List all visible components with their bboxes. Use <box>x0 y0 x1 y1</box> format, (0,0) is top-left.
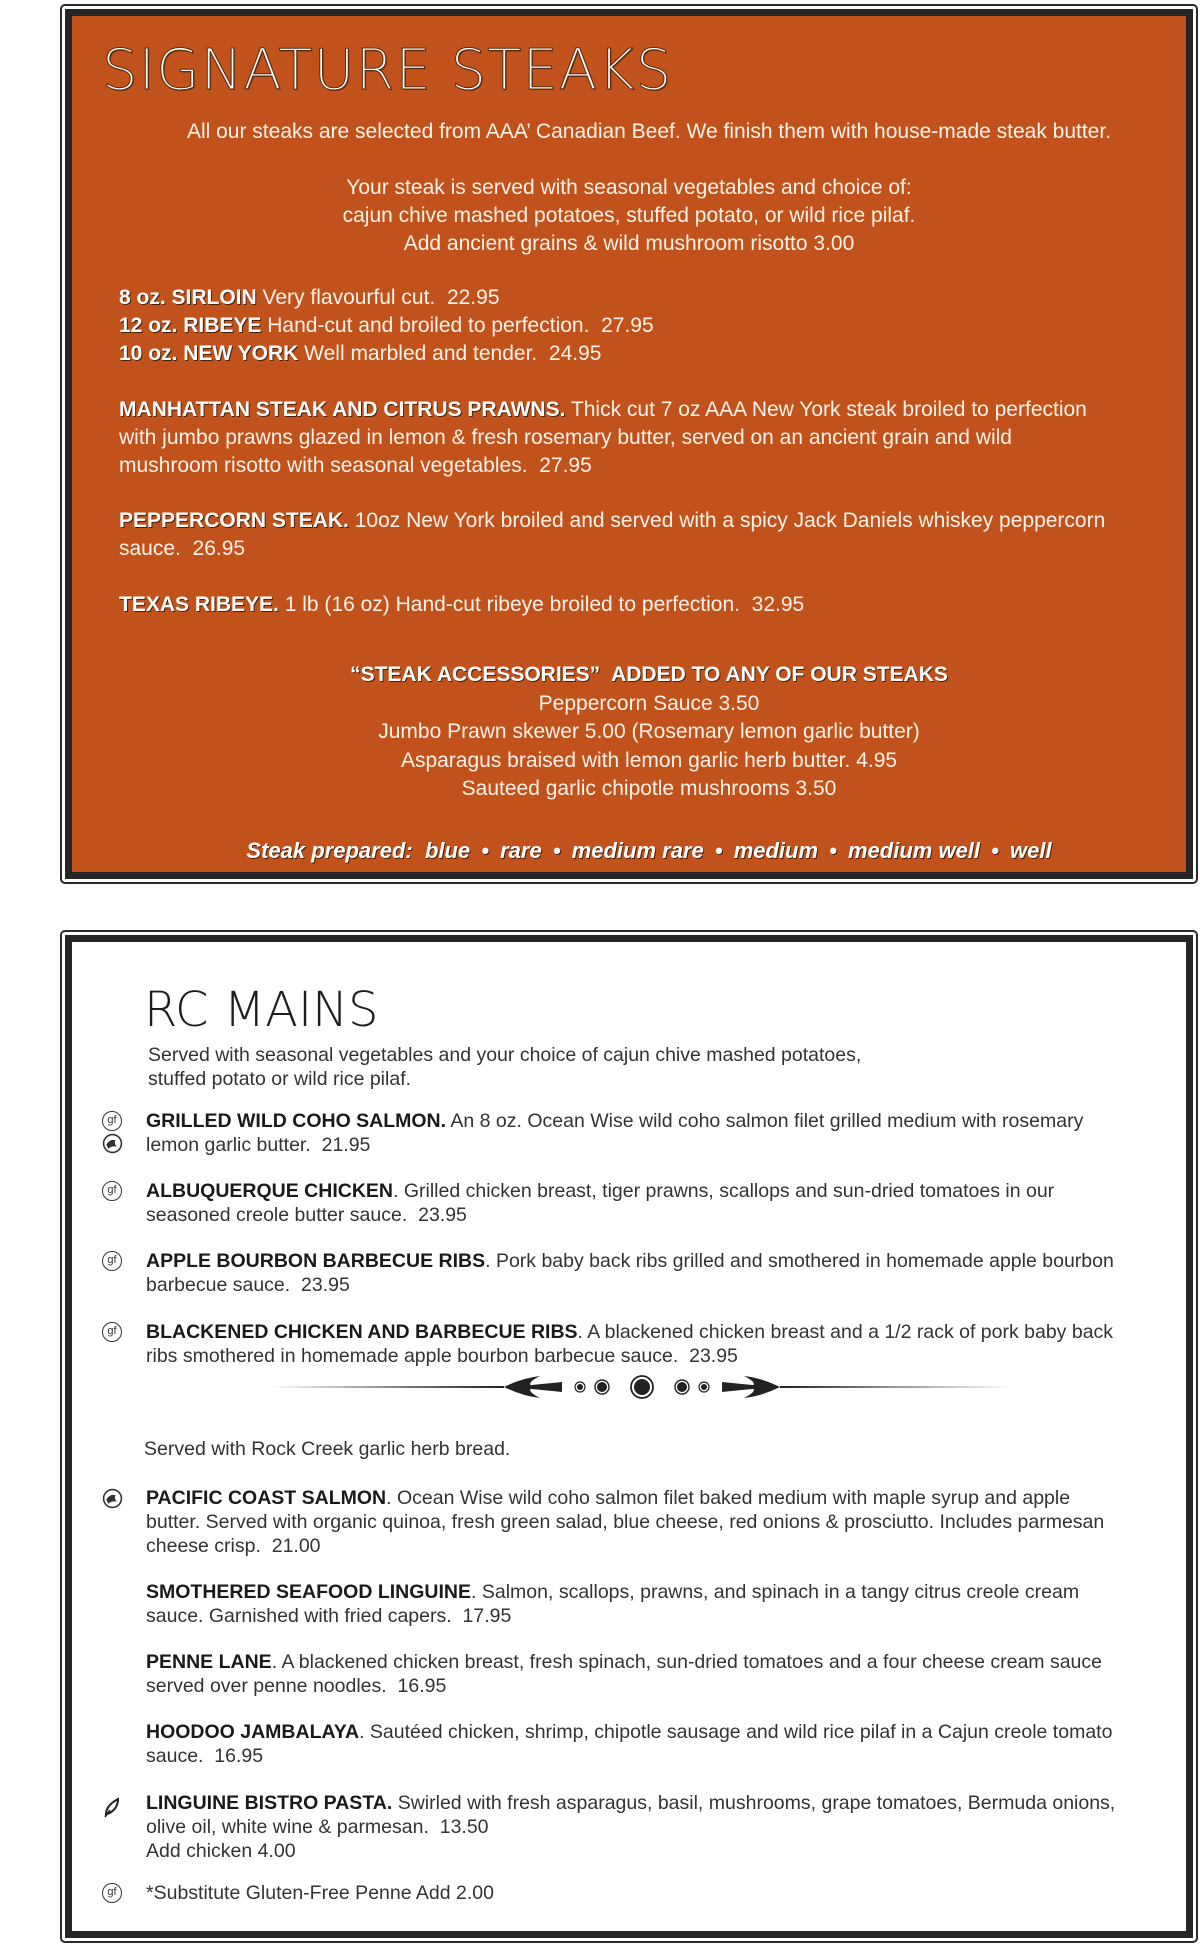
accessory-item: Peppercorn Sauce 3.50 <box>538 691 760 715</box>
menu-item-pacific-coast-salmon <box>146 1486 1126 1558</box>
item-price: 21.00 <box>271 1535 321 1557</box>
bullet-separator: • <box>481 838 489 863</box>
signature-steaks-inner <box>65 9 1193 879</box>
steak-accessories <box>72 661 1186 804</box>
item-price: 24.95 <box>548 342 602 365</box>
item-name: GRILLED WILD COHO SALMON. <box>146 1110 447 1132</box>
dietary-icons <box>102 1111 123 1154</box>
dietary-icons <box>102 1883 122 1903</box>
item-description: . Sautéed chicken, shrimp, chipotle sausage and wild rice pilaf in a Cajun creole tomato sauce. <box>146 1721 1113 1767</box>
item-price: 23.95 <box>301 1274 350 1296</box>
item-addon: Add chicken 4.00 <box>146 1840 296 1862</box>
doneness-option: medium <box>733 838 819 863</box>
dietary-icons <box>102 1796 122 1818</box>
item-price: 32.95 <box>751 593 805 616</box>
menu-item-new-york <box>119 340 654 368</box>
accessory-item: Asparagus braised with lemon garlic herb butter. 4.95 <box>400 748 898 772</box>
menu-item-grilled-coho-salmon <box>146 1109 1126 1157</box>
accessories-heading-quoted: “STEAK ACCESSORIES” <box>350 663 601 686</box>
item-description: 10oz New York broiled and served with a spicy Jack Daniels whiskey peppercorn sauce. <box>119 509 1106 560</box>
item-price: 23.95 <box>689 1345 738 1367</box>
item-name: HOODOO JAMBALAYA <box>146 1721 360 1743</box>
item-description: . A blackened chicken breast and a 1/2 rack of pork baby back ribs smothered in homemade apple bourbon barbecue sauce. <box>146 1321 1114 1367</box>
item-description: Thick cut 7 oz AAA New York steak broiled to perfection with jumbo prawns glazed in lemon & fresh rosemary butter, served on an ancient grain and wild mushroom risotto with seasonal vegetables. <box>119 398 1087 477</box>
item-price: 16.95 <box>214 1745 264 1767</box>
item-description: . Grilled chicken breast, tiger prawns, scallops and sun-dried tomatoes in our seasoned creole butter sauce. <box>146 1180 1055 1226</box>
intro-line: Served with seasonal vegetables and your choice of cajun chive mashed potatoes, <box>148 1044 862 1066</box>
item-name: SMOTHERED SEAFOOD LINGUINE <box>146 1581 472 1603</box>
menu-item-blackened-chicken-ribs <box>146 1320 1126 1368</box>
item-name: BLACKENED CHICKEN AND BARBECUE RIBS <box>146 1321 578 1343</box>
item-price: 16.95 <box>397 1675 447 1697</box>
item-name: 10 oz. NEW YORK <box>119 342 299 365</box>
steaks-served-with <box>72 174 1186 258</box>
dietary-icons <box>102 1251 122 1271</box>
menu-item-smothered-seafood-linguine <box>146 1580 1126 1628</box>
item-name: ALBUQUERQUE CHICKEN <box>146 1180 394 1202</box>
dietary-icons <box>102 1488 123 1509</box>
menu-item-peppercorn-steak <box>119 507 1116 563</box>
doneness-option: well <box>1010 838 1052 863</box>
item-price: 27.95 <box>601 314 654 337</box>
item-price: 27.95 <box>539 454 592 477</box>
item-price: 17.95 <box>462 1605 512 1627</box>
bullet-separator: • <box>991 838 999 863</box>
menu-item-apple-bourbon-ribs <box>146 1249 1126 1297</box>
item-name: LINGUINE BISTRO PASTA. <box>146 1792 393 1814</box>
item-description: . Ocean Wise wild coho salmon filet baked medium with maple syrup and apple butter. Served with organic quinoa, fresh green salad, blue cheese, red onions & prosciutto. Includes parmesan cheese crisp. <box>146 1487 1105 1557</box>
steak-cuts-list <box>119 284 654 368</box>
served-line: Add ancient grains & wild mushroom risotto 3.00 <box>403 232 855 255</box>
bullet-separator: • <box>829 838 837 863</box>
doneness-option: medium well <box>848 838 981 863</box>
rc-mains-panel <box>60 930 1198 1943</box>
gluten-free-footnote: *Substitute Gluten-Free Penne Add 2.00 <box>146 1882 494 1904</box>
menu-item-hoodoo-jambalaya <box>146 1720 1126 1768</box>
menu-item-penne-lane <box>146 1650 1126 1698</box>
signature-steaks-panel <box>60 4 1198 884</box>
gluten-free-icon: gf <box>102 1883 122 1903</box>
menu-item-linguine-bistro-pasta <box>146 1791 1126 1863</box>
item-description: . Pork baby back ribs grilled and smothered in homemade apple bourbon barbecue sauce. <box>146 1250 1114 1296</box>
item-price: 21.95 <box>321 1134 371 1156</box>
item-description: Well marbled and tender. <box>304 342 538 365</box>
ocean-wise-icon <box>102 1133 123 1154</box>
item-name: PEPPERCORN STEAK. <box>119 509 349 532</box>
gluten-free-icon: gf <box>102 1181 122 1201</box>
item-price: 23.95 <box>418 1204 467 1226</box>
item-description: 1 lb (16 oz) Hand-cut ribeye broiled to perfection. <box>284 593 740 616</box>
item-description: . A blackened chicken breast, fresh spinach, sun-dried tomatoes and a four cheese cream sauce served over penne noodles. <box>146 1651 1102 1697</box>
gluten-free-icon: gf <box>102 1251 122 1271</box>
accessory-item: Sauteed garlic chipotle mushrooms 3.50 <box>461 777 837 800</box>
mains-intro <box>148 1043 861 1091</box>
rc-mains-inner <box>65 935 1193 1938</box>
steaks-intro: All our steaks are selected from AAA’ Canadian Beef. We finish them with house-made steak butter. <box>186 120 1112 143</box>
item-name: APPLE BOURBON BARBECUE RIBS <box>146 1250 486 1272</box>
item-price: 26.95 <box>192 537 246 560</box>
ocean-wise-icon <box>102 1488 123 1509</box>
doneness-option: medium rare <box>571 838 704 863</box>
menu-item-ribeye <box>119 312 654 340</box>
menu-item-albuquerque-chicken <box>146 1179 1126 1227</box>
served-line: cajun chive mashed potatoes, stuffed potato, or wild rice pilaf. <box>342 204 916 227</box>
accessory-item: Jumbo Prawn skewer 5.00 (Rosemary lemon garlic butter) <box>378 720 920 743</box>
item-price: 13.50 <box>439 1816 489 1838</box>
menu-item-sirloin <box>119 284 654 312</box>
accessories-heading <box>112 661 1186 690</box>
doneness-option: blue <box>424 838 471 863</box>
steak-doneness-options <box>72 838 1186 864</box>
menu-item-manhattan <box>119 396 1116 480</box>
menu-item-texas-ribeye <box>119 591 1116 619</box>
item-description: An 8 oz. Ocean Wise wild coho salmon filet grilled medium with rosemary lemon garlic butter. <box>146 1110 1084 1156</box>
item-name: 8 oz. SIRLOIN <box>119 286 257 309</box>
item-name: 12 oz. RIBEYE <box>119 314 262 337</box>
bullet-separator: • <box>552 838 561 863</box>
item-description: Swirled with fresh asparagus, basil, mushrooms, grape tomatoes, Bermuda onions, olive oil, white wine & parmesan. <box>146 1792 1116 1838</box>
item-name: MANHATTAN STEAK AND CITRUS PRAWNS. <box>119 398 566 421</box>
item-name: PACIFIC COAST SALMON <box>146 1487 387 1509</box>
item-price: 22.95 <box>446 286 500 309</box>
accessories-heading-rest: ADDED TO ANY OF OUR STEAKS <box>611 663 948 686</box>
gluten-free-icon: gf <box>102 1322 122 1342</box>
intro-line: stuffed potato or wild rice pilaf. <box>148 1068 412 1090</box>
dietary-icons <box>102 1181 122 1201</box>
dietary-icons <box>102 1322 122 1342</box>
doneness-option: rare <box>500 838 542 863</box>
ornamental-divider <box>272 1372 1012 1402</box>
bullet-separator: • <box>714 838 723 863</box>
doneness-label: Steak prepared: <box>246 838 413 863</box>
section-title: RC MAINS <box>144 982 379 1038</box>
item-description: Hand-cut and broiled to perfection. <box>267 314 590 337</box>
item-description: Very flavourful cut. <box>262 286 436 309</box>
item-description: . Salmon, scallops, prawns, and spinach in a tangy citrus creole cream sauce. Garnished with fried capers. <box>146 1581 1080 1627</box>
item-name: TEXAS RIBEYE. <box>119 593 279 616</box>
bread-note: Served with Rock Creek garlic herb bread. <box>144 1438 511 1460</box>
item-name: PENNE LANE <box>146 1651 272 1673</box>
section-title: SIGNATURE STEAKS <box>102 38 673 103</box>
served-line: Your steak is served with seasonal vegetables and choice of: <box>346 176 912 199</box>
vegetarian-leaf-icon <box>102 1796 122 1818</box>
gluten-free-icon: gf <box>102 1111 122 1131</box>
